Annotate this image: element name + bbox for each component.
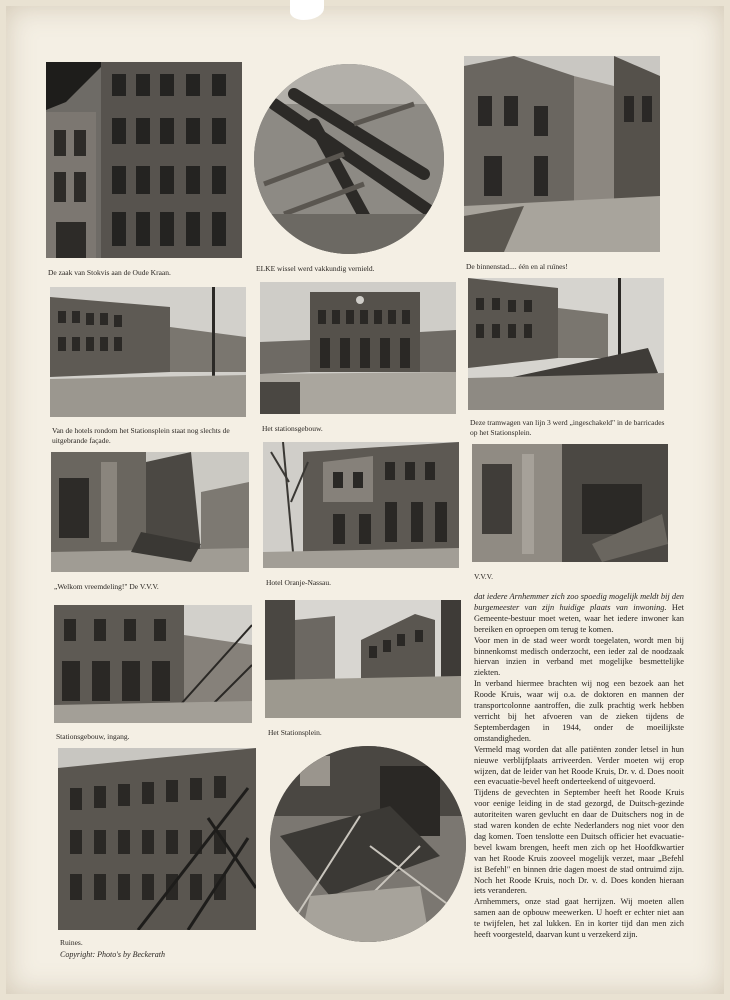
caption-welkom: „Welkom vreemdeling!" De V.V.V. bbox=[54, 582, 159, 591]
article-paragraph: Arnhemmers, onze stad gaat herrijzen. Wij moeten allen samen aan de opbouw meewerken. U hoeft er echter niet aan te twijfelen, het zal lukken. En in korter tijd dan men zich heeft voorgesteld, daarvan kunt u verzekerd zijn. bbox=[474, 897, 684, 940]
photo-welkom bbox=[51, 452, 249, 572]
caption-hotels: Van de hotels rondom het Stationsplein staat nog slechts de uitgebrande façade. bbox=[52, 426, 230, 445]
photo-stationsplein bbox=[265, 600, 461, 718]
photo-vvv bbox=[472, 444, 668, 562]
photo-hotels bbox=[50, 287, 246, 417]
photo-stokvis bbox=[46, 62, 242, 258]
article-paragraph: Vermeld mag worden dat alle patiënten zonder letsel in hun nieuwe verblijfplaats arriveerden. Verder moeten wij erop wijzen, dat de leider van het Roode Kruis, Dr. v. d. Does nooit een evacuatie-bevel heeft onderteekend of uitgevoerd. bbox=[474, 744, 684, 787]
caption-vvv: V.V.V. bbox=[474, 572, 493, 581]
photo-ruines bbox=[58, 748, 256, 930]
photo-tramwagen bbox=[468, 278, 664, 410]
article-paragraph: Tijdens de gevechten in September heeft het Roode Kruis voor eenige leiding in de stad gezorgd, de Duitsch-gezinde autoriteiten waren gevlucht en daar de Duitschers nog in de stad waren konden de echte Nederlanders nog niet voor den dag komen. Toen tenslotte een Duitsch officier het evacuatie-bevel kwam brengen, heeft men zich op het Hoofdkwartier van het Roode Kruis zooveel mogelijk verzet, maar „Befehl ist Befehl" en binnen drie dagen moest de stad ontruimd zijn. Noch het Roode Kruis, noch Dr. v. d. Does konden hieraan iets veranderen. bbox=[474, 788, 684, 896]
copyright-line: Copyright: Photo's by Beckerath bbox=[60, 950, 166, 959]
photo-ingang bbox=[54, 605, 252, 723]
photo-stationsgebouw bbox=[260, 282, 456, 414]
article-paragraph: In verband hiermee brachten wij nog een bezoek aan het Roode Kruis, waar wij o.a. de doktoren en mannen der transportcolonne aantroffen, die zulk prachtig werk hebben verricht bij het afvoeren van de zieken tijdens de Septemberdagen in 1944, onder de moeilijkste omstandigheden. bbox=[474, 679, 684, 743]
article-text bbox=[474, 592, 684, 941]
caption-ingang: Stationsgebouw, ingang. bbox=[56, 732, 130, 741]
caption-stationsgebouw: Het stationsgebouw. bbox=[262, 424, 323, 433]
caption-stokvis: De zaak van Stokvis aan de Oude Kraan. bbox=[48, 268, 171, 277]
caption-wissel: ELKE wissel werd vakkundig vernield. bbox=[256, 264, 375, 273]
caption-ruines: Ruines. bbox=[60, 938, 83, 947]
article-lead-rest: Het Gemeente-bestuur moet weten, waar het iedere inwoner kan bereiken en oproepen om terug te komen. bbox=[474, 602, 684, 634]
photo-interieur bbox=[270, 746, 466, 942]
photo-oranje bbox=[263, 442, 459, 568]
caption-tramwagen: Deze tramwagen van lijn 3 werd „ingeschakeld" in de barricades op het Stationsplein. bbox=[470, 418, 665, 437]
article-lead: dat iedere Arnhemmer zich zoo spoedig mogelijk meldt bij den burgemeester van zijn huidige plaats van inwoning. bbox=[474, 592, 684, 612]
caption-stationsplein: Het Stationsplein. bbox=[268, 728, 322, 737]
caption-binnenstad: De binnenstad.... één en al ruïnes! bbox=[466, 262, 568, 271]
photo-binnenstad bbox=[464, 56, 660, 252]
photo-wissel bbox=[254, 64, 444, 254]
article-paragraph: Voor men in de stad weer wordt toegelaten, wordt men bij binnenkomst medisch onderzocht, een ieder zal de noodzaak hiervan inzien in verband met mogelijke besmettelijke ziekten. bbox=[474, 635, 684, 678]
caption-oranje: Hotel Oranje-Nassau. bbox=[266, 578, 331, 587]
